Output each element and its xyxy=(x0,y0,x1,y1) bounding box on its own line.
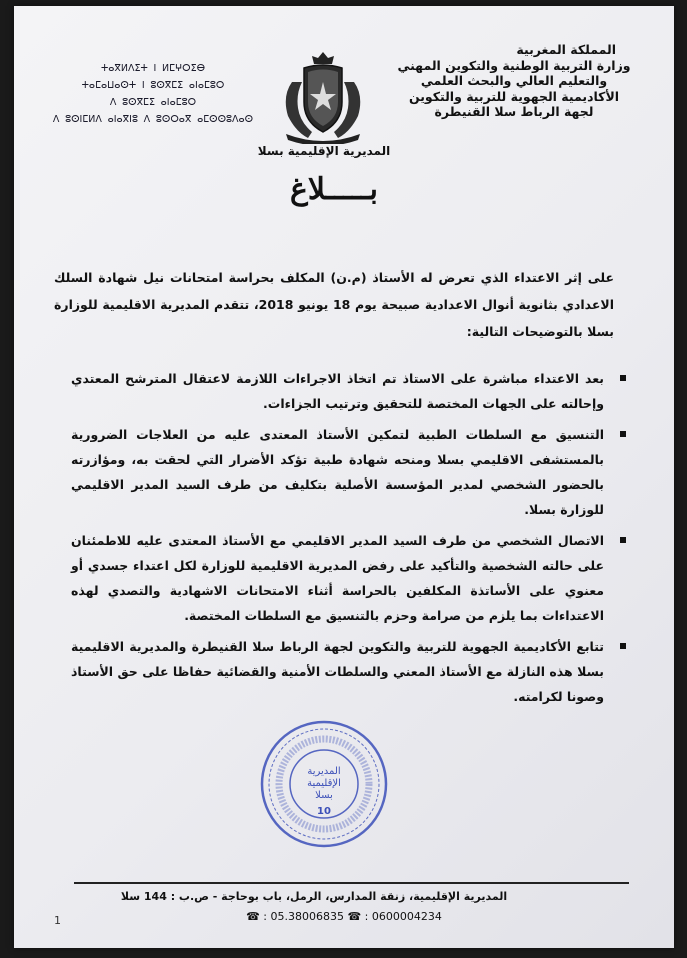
header-arabic-line: والتعليم العالي والبحث العلمي xyxy=(420,73,608,88)
header-arabic xyxy=(394,42,634,120)
document-title: بـــــلاغ xyxy=(289,172,379,207)
list-item xyxy=(71,422,626,522)
bullet-text: التنسيق مع السلطات الطبية لتمكين الأستاذ المعتدى عليه من العلاجات الضرورية بالمستشفى الاقليمي بسلا ومنحه شهادة طبية تؤكد الأضرار التي لحقت به، ومؤازرته بالحضور الشخصي لمدير المؤسسة الأصلية بتكليف من طرف السيد المدير الاقليمي للوزارة بسلا. xyxy=(71,427,604,517)
page-number: 1 xyxy=(54,914,61,927)
list-item xyxy=(71,528,626,628)
official-stamp xyxy=(258,718,390,850)
bullet-text: تتابع الأكاديمية الجهوية للتربية والتكوين لجهة الرباط سلا القنيطرة والمديرية الاقليمية بسلا هذه النازلة مع الأستاذ المعني والسلطات الأمنية والقضائية حفاظا على حق الأستاذ وصونا لكرامته. xyxy=(71,639,604,704)
header-tifinagh xyxy=(38,60,268,128)
document-page xyxy=(14,6,674,948)
stamp-text: بسلا xyxy=(315,790,333,801)
stamp-text: المديرية xyxy=(307,766,341,777)
footer-phones: ☎ : 05.38006835 ☎ : 0600004234 xyxy=(246,910,442,923)
header-arabic-line: وزارة التربية الوطنية والتكوين المهني xyxy=(397,57,631,73)
footer-divider xyxy=(74,882,629,884)
header-arabic-line: المملكة المغربية xyxy=(516,42,616,57)
bullet-icon xyxy=(620,375,626,381)
stamp-text: الإقليمية xyxy=(307,778,341,789)
bullet-list xyxy=(71,366,626,715)
bullet-text: بعد الاعتداء مباشرة على الاستاذ تم اتخاذ الاجراءات اللازمة لاعتقال المترشح المعتدي وإحالته على الجهات المختصة للتحقيق وترتيب الجزاءات. xyxy=(71,371,604,411)
stamp-number: 10 xyxy=(317,806,331,817)
header-arabic-line: لجهة الرباط سلا القنيطرة xyxy=(434,104,594,119)
bullet-icon xyxy=(620,643,626,649)
header-tifinagh-line: ⵜⴰⴳⵍⴷⵉⵜ ⵏ ⵍⵎⵖⵔⵉⴱ xyxy=(100,63,206,74)
directorate-name: المديرية الإقليمية بسلا xyxy=(257,144,391,158)
list-item xyxy=(71,366,626,416)
bullet-icon xyxy=(620,431,626,437)
header-tifinagh-line: ⴷ ⵓⵙⵏⵎⵍⴷ ⴰⵏⴰⴳⵏⵓ ⴷ ⵓⵙⵔⴰⴳ ⴰⵎⵙⵙⵓⴷⴰⵙ xyxy=(52,114,254,125)
header-tifinagh-line: ⴷ ⵓⵙⴳⵎⵉ ⴰⵏⴰⵎⵓⵔ xyxy=(109,97,197,108)
header-tifinagh-line: ⵜⴰⵎⴰⵡⴰⵙⵜ ⵏ ⵓⵙⴳⵎⵉ ⴰⵏⴰⵎⵓⵔ xyxy=(81,80,225,91)
bullet-icon xyxy=(620,537,626,543)
header-arabic-line: الأكاديمية الجهوية للتربية والتكوين xyxy=(408,88,620,104)
footer-address: المديرية الإقليمية، زنقة المدارس، الرمل، باب بوحاجة - ص.ب : 144 سلا xyxy=(120,890,508,903)
intro-paragraph: على إثر الاعتداء الذي تعرض له الأستاذ (م.ن) المكلف بحراسة امتحانات نيل شهادة السلك الاعدادي بثانوية أنوال الاعدادية صبيحة يوم 18 يونيو 2018، تتقدم المديرية الاقليمية للوزارة بسلا بالتوضيحات التالية: xyxy=(54,270,614,339)
moroccan-coat-of-arms-icon xyxy=(278,52,368,144)
bullet-text: الاتصال الشخصي من طرف السيد المدير الاقليمي مع الأستاذ المعتدى عليه للاطمئنان على حالته الشخصية والتأكيد على رفض المديرية الاقليمية للوزارة لكل اعتداء جسدي أو معنوي على الأساتذة المكلفين بالحراسة أثناء الامتحانات الاشهادية والتصدي لهذه الاعتداءات بما يلزم من صرامة وحزم بالتنسيق مع السلطات المختصة. xyxy=(71,533,604,623)
list-item xyxy=(71,634,626,709)
